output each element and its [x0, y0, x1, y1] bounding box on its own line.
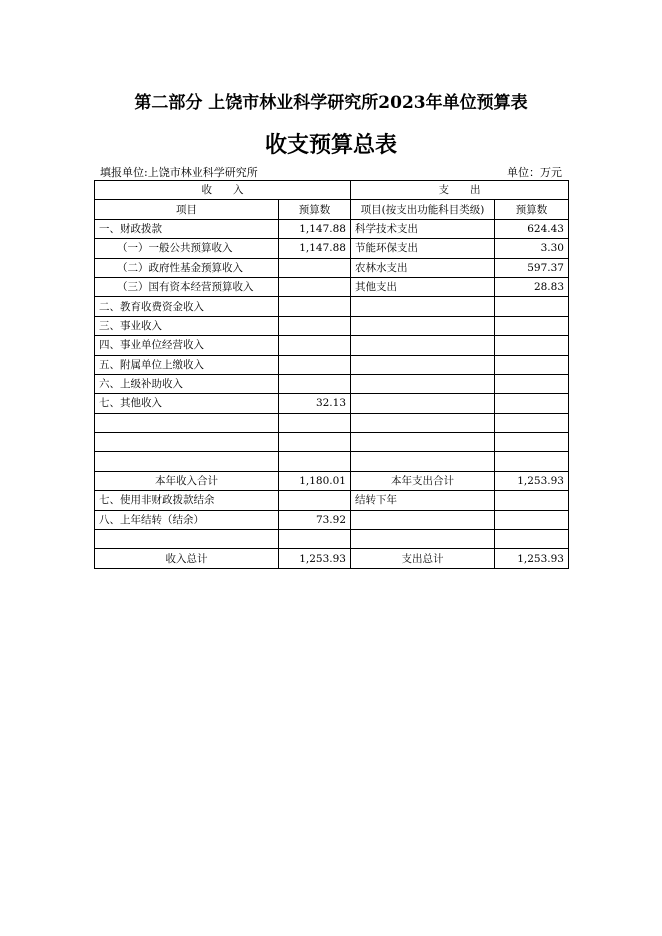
column-header-row: [95, 200, 569, 219]
table-row: [95, 336, 569, 355]
income-budget-cell: [279, 355, 351, 374]
table-row: [95, 394, 569, 413]
income-item-cell: [95, 530, 279, 549]
budget-table: [94, 180, 569, 569]
expense-budget-cell: 3.30: [495, 239, 569, 258]
expense-item-cell: [351, 413, 495, 432]
table-row: [95, 297, 569, 316]
expense-item-cell: [351, 336, 495, 355]
income-item-cell: 本年收入合计: [95, 471, 279, 490]
expense-budget-cell: [495, 316, 569, 335]
income-item-cell: 七、使用非财政拨款结余: [95, 491, 279, 510]
expense-budget-cell: [495, 413, 569, 432]
expense-item-cell: [351, 316, 495, 335]
expense-budget-cell: [495, 510, 569, 529]
table-row: [95, 355, 569, 374]
expense-budget-cell: [495, 297, 569, 316]
income-budget-cell: [279, 433, 351, 452]
income-item-cell: 一、财政拨款: [95, 219, 279, 238]
table-row: [95, 413, 569, 432]
income-budget-cell: [279, 316, 351, 335]
income-budget-cell: [279, 491, 351, 510]
expense-item-cell: [351, 374, 495, 393]
income-item-cell: 七、其他收入: [95, 394, 279, 413]
income-section-header: 收 入: [95, 181, 351, 200]
expense-budget-cell: [495, 452, 569, 471]
expense-budget-cell: [495, 336, 569, 355]
part-title: 第二部分 上饶市林业科学研究所2023年单位预算表: [134, 93, 528, 113]
income-item-cell: [95, 433, 279, 452]
expense-item-cell: 节能环保支出: [351, 239, 495, 258]
expense-item-cell: 本年支出合计: [351, 471, 495, 490]
income-budget-cell: 1,147.88: [279, 219, 351, 238]
income-budget-cell: [279, 258, 351, 277]
expense-budget-cell: [495, 491, 569, 510]
table-row: [95, 471, 569, 490]
page-title: 收支预算总表: [264, 132, 397, 158]
table-row: [95, 258, 569, 277]
income-item-cell: 六、上级补助收入: [95, 374, 279, 393]
income-item-cell: 四、事业单位经营收入: [95, 336, 279, 355]
income-budget-cell: 1,253.93: [279, 549, 351, 568]
expense-budget-cell: 28.83: [495, 277, 569, 296]
income-item-cell: [95, 452, 279, 471]
table-row: [95, 239, 569, 258]
expense-item-cell: 农林水支出: [351, 258, 495, 277]
table-row: [95, 277, 569, 296]
income-budget-cell: [279, 336, 351, 355]
income-budget-cell: 1,180.01: [279, 471, 351, 490]
income-budget-cell: [279, 277, 351, 296]
income-item-header: 项目: [95, 200, 279, 219]
table-row: [95, 510, 569, 529]
table-row: [95, 316, 569, 335]
section-header-row: [95, 181, 569, 200]
expense-item-cell: 支出总计: [351, 549, 495, 568]
expense-budget-header: 预算数: [495, 200, 569, 219]
income-item-cell: （三）国有资本经营预算收入: [95, 277, 279, 296]
table-row: [95, 549, 569, 568]
income-budget-cell: 32.13: [279, 394, 351, 413]
table-row: [95, 219, 569, 238]
expense-budget-cell: [495, 355, 569, 374]
table-row: [95, 433, 569, 452]
expense-item-cell: 科学技术支出: [351, 219, 495, 238]
income-item-cell: 八、上年结转（结余）: [95, 510, 279, 529]
income-item-cell: （二）政府性基金预算收入: [95, 258, 279, 277]
expense-budget-cell: [495, 394, 569, 413]
table-row: [95, 491, 569, 510]
expense-item-cell: [351, 530, 495, 549]
income-budget-cell: [279, 413, 351, 432]
table-row: [95, 530, 569, 549]
income-item-cell: 五、附属单位上缴收入: [95, 355, 279, 374]
income-item-cell: （一）一般公共预算收入: [95, 239, 279, 258]
expense-item-cell: 结转下年: [351, 491, 495, 510]
table-row: [95, 452, 569, 471]
income-item-cell: 三、事业收入: [95, 316, 279, 335]
unit-of-measure: 单位：万元: [507, 166, 562, 179]
expense-item-cell: [351, 433, 495, 452]
table-row: [95, 374, 569, 393]
expense-budget-cell: 1,253.93: [495, 471, 569, 490]
expense-item-cell: 其他支出: [351, 277, 495, 296]
expense-item-cell: [351, 355, 495, 374]
expense-item-cell: [351, 452, 495, 471]
income-budget-cell: 73.92: [279, 510, 351, 529]
expense-budget-cell: 624.43: [495, 219, 569, 238]
income-budget-cell: [279, 530, 351, 549]
income-budget-cell: [279, 297, 351, 316]
reporting-unit: 填报单位:上饶市林业科学研究所: [100, 166, 258, 179]
income-item-cell: [95, 413, 279, 432]
expense-item-cell: [351, 510, 495, 529]
expense-budget-cell: [495, 433, 569, 452]
income-budget-cell: [279, 374, 351, 393]
expense-budget-cell: [495, 374, 569, 393]
expense-item-cell: [351, 394, 495, 413]
income-budget-header: 预算数: [279, 200, 351, 219]
income-item-cell: 收入总计: [95, 549, 279, 568]
expense-budget-cell: 1,253.93: [495, 549, 569, 568]
income-budget-cell: [279, 452, 351, 471]
expense-budget-cell: 597.37: [495, 258, 569, 277]
expense-budget-cell: [495, 530, 569, 549]
income-budget-cell: 1,147.88: [279, 239, 351, 258]
income-item-cell: 二、教育收费资金收入: [95, 297, 279, 316]
expense-item-header: 项目(按支出功能科目类级): [351, 200, 495, 219]
expense-section-header: 支 出: [351, 181, 569, 200]
expense-item-cell: [351, 297, 495, 316]
